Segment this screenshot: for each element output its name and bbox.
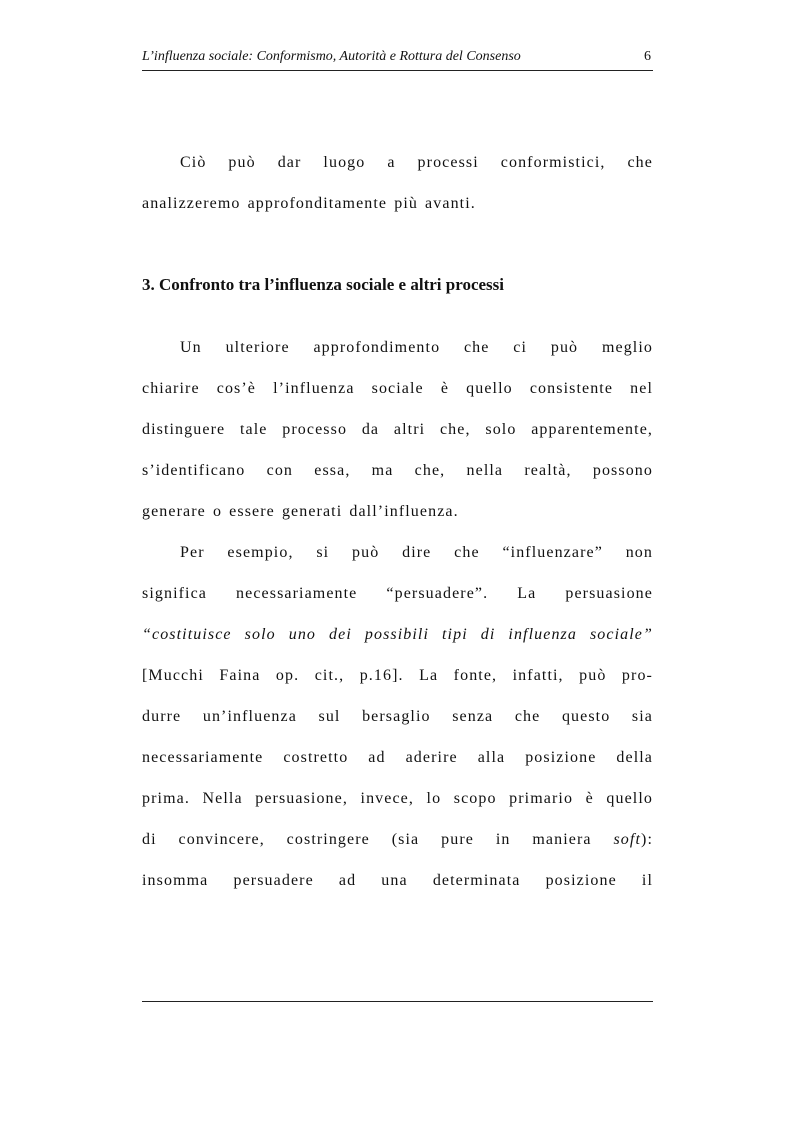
p1-line-5: generare o essere generati dall’influenza. xyxy=(142,503,459,520)
footer-rule xyxy=(142,1001,653,1002)
p2-line-8-text: di convincere, costringere (sia pure in maniera xyxy=(142,831,614,848)
section-heading: 3. Confronto tra l’influenza sociale e altri processi xyxy=(142,275,504,294)
running-header xyxy=(142,48,653,71)
p2-line-6: necessariamente costretto ad aderire alla posizione della xyxy=(142,749,653,766)
page-number: 6 xyxy=(644,49,651,64)
intro-line-2: analizzeremo approfonditamente più avanti. xyxy=(142,195,476,212)
p2-line-7: prima. Nella persuasione, invece, lo scopo primario è quello xyxy=(142,790,653,807)
p2-line-8-end: ): xyxy=(641,831,653,848)
intro-line-1: Ciò può dar luogo a processi conformistici, che xyxy=(180,154,653,171)
p1-line-2: chiarire cos’è l’influenza sociale è quello consistente nel xyxy=(142,380,653,397)
p2-line-8 xyxy=(142,819,653,860)
header-title: L’influenza sociale: Conformismo, Autorità e Rottura del Consenso xyxy=(142,49,521,64)
p1-line-1: Un ulteriore approfondimento che ci può meglio xyxy=(180,339,653,356)
p2-line-5: durre un’influenza sul bersaglio senza che questo sia xyxy=(142,708,653,725)
p1-line-3: distinguere tale processo da altri che, solo apparentemente, xyxy=(142,421,653,438)
p2-line-4: [Mucchi Faina op. cit., p.16]. La fonte, infatti, può pro- xyxy=(142,667,653,684)
p2-line-9: insomma persuadere ad una determinata posizione il xyxy=(142,872,653,889)
paragraph-1 xyxy=(142,327,653,532)
intro-paragraph xyxy=(142,142,653,224)
p2-line-1: Per esempio, si può dire che “influenzare” non xyxy=(180,544,653,561)
p2-line-2: significa necessariamente “persuadere”. La persuasione xyxy=(142,585,653,602)
paragraph-2 xyxy=(142,532,653,901)
p1-line-4: s’identificano con essa, ma che, nella realtà, possono xyxy=(142,462,653,479)
p2-italic-soft: soft xyxy=(613,831,642,848)
p2-italic-quote: “costituisce solo uno dei possibili tipi di influenza sociale” xyxy=(142,626,653,643)
